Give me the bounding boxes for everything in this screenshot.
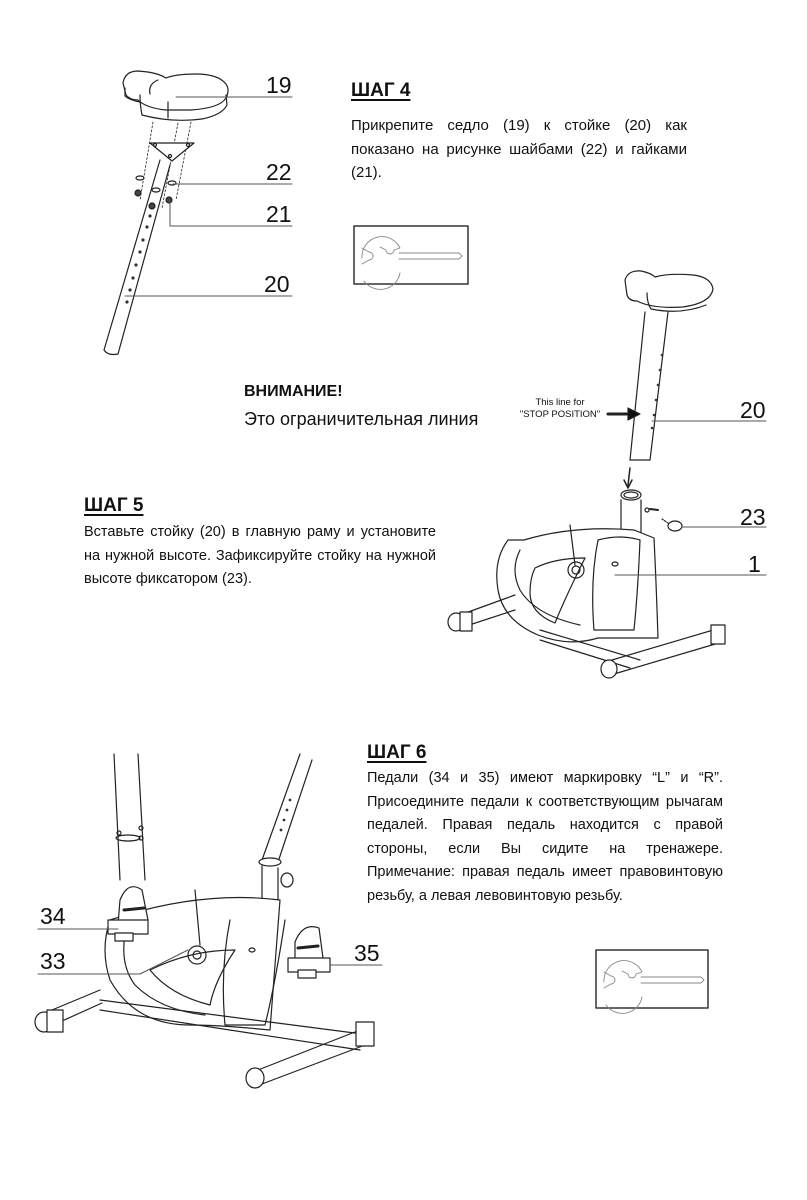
step5-title: ШАГ 5 [84, 495, 144, 516]
callout-35: 35 [354, 940, 380, 966]
warning-text: Это ограничительная линия [244, 409, 479, 429]
pedals-drawing-step6 [35, 754, 382, 1088]
callout-1: 1 [748, 551, 761, 577]
wrench-icon [354, 226, 468, 289]
callout-19: 19 [266, 72, 292, 98]
callout-23: 23 [740, 504, 766, 530]
callout-20-step5: 20 [740, 397, 766, 423]
wrench-icon [596, 950, 708, 1013]
step5-text: Вставьте стойку (20) в главную раму и установите на нужной высоте. Зафиксируйте стойку на нужной высоте фиксатором (23). [84, 524, 436, 587]
callout-21: 21 [266, 201, 292, 227]
warning-title: ВНИМАНИЕ! [244, 383, 343, 400]
stop-position-line-2: "STOP POSITION" [519, 409, 601, 420]
callout-20-step4: 20 [264, 271, 290, 297]
step4-text: Прикрепите седло (19) к стойке (20) как показано на рисунке шайбами (22) и гайками (21). [351, 117, 687, 181]
step6-text: Педали (34 и 35) имеют маркировку “L” и “R”. Присоедините педали к соответствующим рычагам педалей. Правая педаль находится с правой стороны, если Вы сидите на тренажере. Примечание: правая педаль имеет правовинтовую резьбу, а левая левовинтовую резьбу. [367, 770, 723, 904]
stop-position-label [505, 397, 615, 421]
stop-position-line-1: This line for [535, 397, 585, 408]
callout-34: 34 [40, 903, 66, 929]
callout-33: 33 [40, 948, 66, 974]
bike-post-drawing-step5 [448, 271, 766, 678]
step6-title: ШАГ 6 [367, 742, 427, 763]
callout-22: 22 [266, 159, 292, 185]
step4-title: ШАГ 4 [351, 80, 411, 101]
seat-post-drawing-step4 [104, 71, 292, 355]
